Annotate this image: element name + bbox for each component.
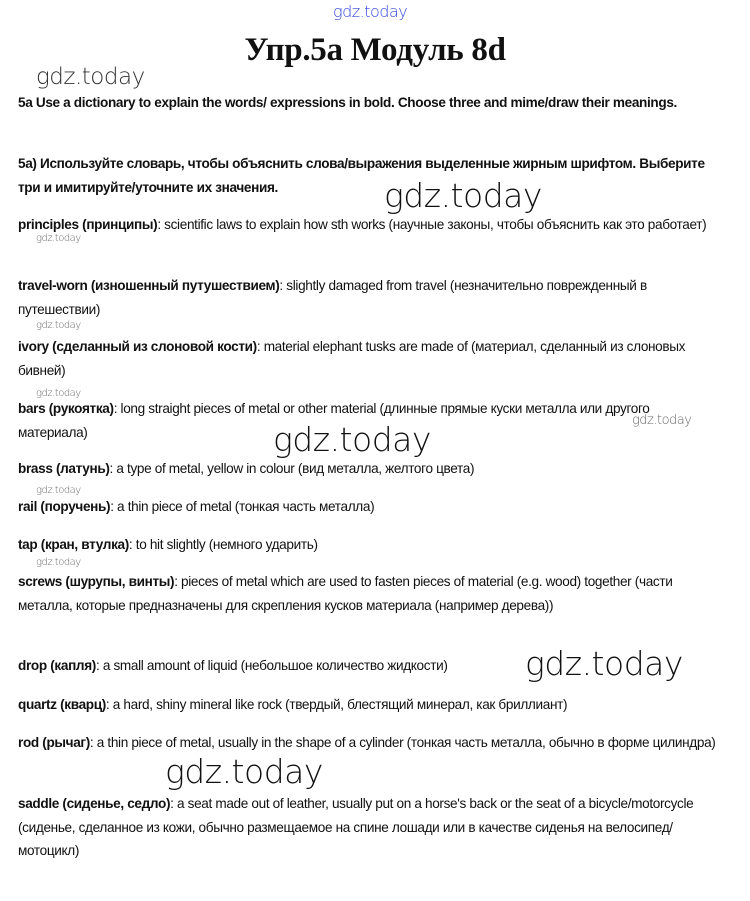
watermark: gdz.today — [525, 644, 683, 683]
instruction-ru: 5а) Используйте словарь, чтобы объяснить слова/выражения выделенные жирным шрифтом. Выберите три и имитируйте/уточните их значения. — [18, 156, 705, 195]
entry-travel-worn: travel-worn (изношенный путушествием): slightly damaged from travel (незначительно поврежденный в путешествии) — [18, 278, 647, 317]
entry-drop: drop (капля): a small amount of liquid (небольшое количество жидкости) — [18, 658, 448, 673]
watermark: gdz.today — [632, 413, 692, 428]
watermark: gdz.today — [36, 64, 145, 90]
entry-screws: screws (шурупы, винты): pieces of metal which are used to fasten pieces of material (e.g. wood) together (части металла, которые предназначены для скрепления кусков материала (например дерева)) — [18, 574, 673, 613]
watermark: gdz.today — [36, 388, 81, 399]
watermark: gdz.today — [36, 320, 81, 331]
entry-rail: rail (поручень): a thin piece of metal (тонкая часть металла) — [18, 499, 375, 514]
entry-principles: principles (принципы): scientific laws to explain how sth works (научные законы, чтобы объяснить как это работает) — [18, 217, 707, 232]
entry-ivory: ivory (сделанный из слоновой кости): material elephant tusks are made of (материал, сделанный из слоновых бивней) — [18, 339, 686, 378]
watermark: gdz.today — [273, 420, 431, 459]
watermark: gdz.today — [165, 752, 323, 791]
entry-quartz: quartz (кварц): a hard, shiny mineral like rock (твердый, блестящий минерал, как бриллиант) — [18, 697, 568, 712]
watermark: gdz.today — [36, 557, 81, 568]
page-title: Упр.5а Модуль 8d — [244, 32, 506, 68]
entry-rod: rod (рычаг): a thin piece of metal, usually in the shape of a cylinder (тонкая часть металла, обычно в форме цилиндра) — [18, 735, 716, 750]
entry-bars: bars (рукоятка): long straight pieces of metal or other material (длинные прямые куски металла или другого материала) — [18, 401, 650, 440]
watermark: gdz.today — [333, 2, 408, 21]
watermark: gdz.today — [36, 485, 81, 496]
instruction-en: 5a Use a dictionary to explain the words/ expressions in bold. Choose three and mime/draw their meanings. — [18, 95, 677, 110]
entry-saddle: saddle (сиденье, седло): a seat made out of leather, usually put on a horse's back or the seat of a bicycle/motorcycle (сиденье, сделанное из кожи, обычно размещаемое на спине лошади или в качестве сиденья на велосипед/мотоцикл) — [18, 796, 694, 858]
watermark: gdz.today — [36, 233, 81, 244]
entry-tap: tap (кран, втулка): to hit slightly (немного ударить) — [18, 537, 318, 552]
watermark: gdz.today — [384, 176, 542, 215]
entry-brass: brass (латунь): a type of metal, yellow in colour (вид металла, желтого цвета) — [18, 461, 475, 476]
